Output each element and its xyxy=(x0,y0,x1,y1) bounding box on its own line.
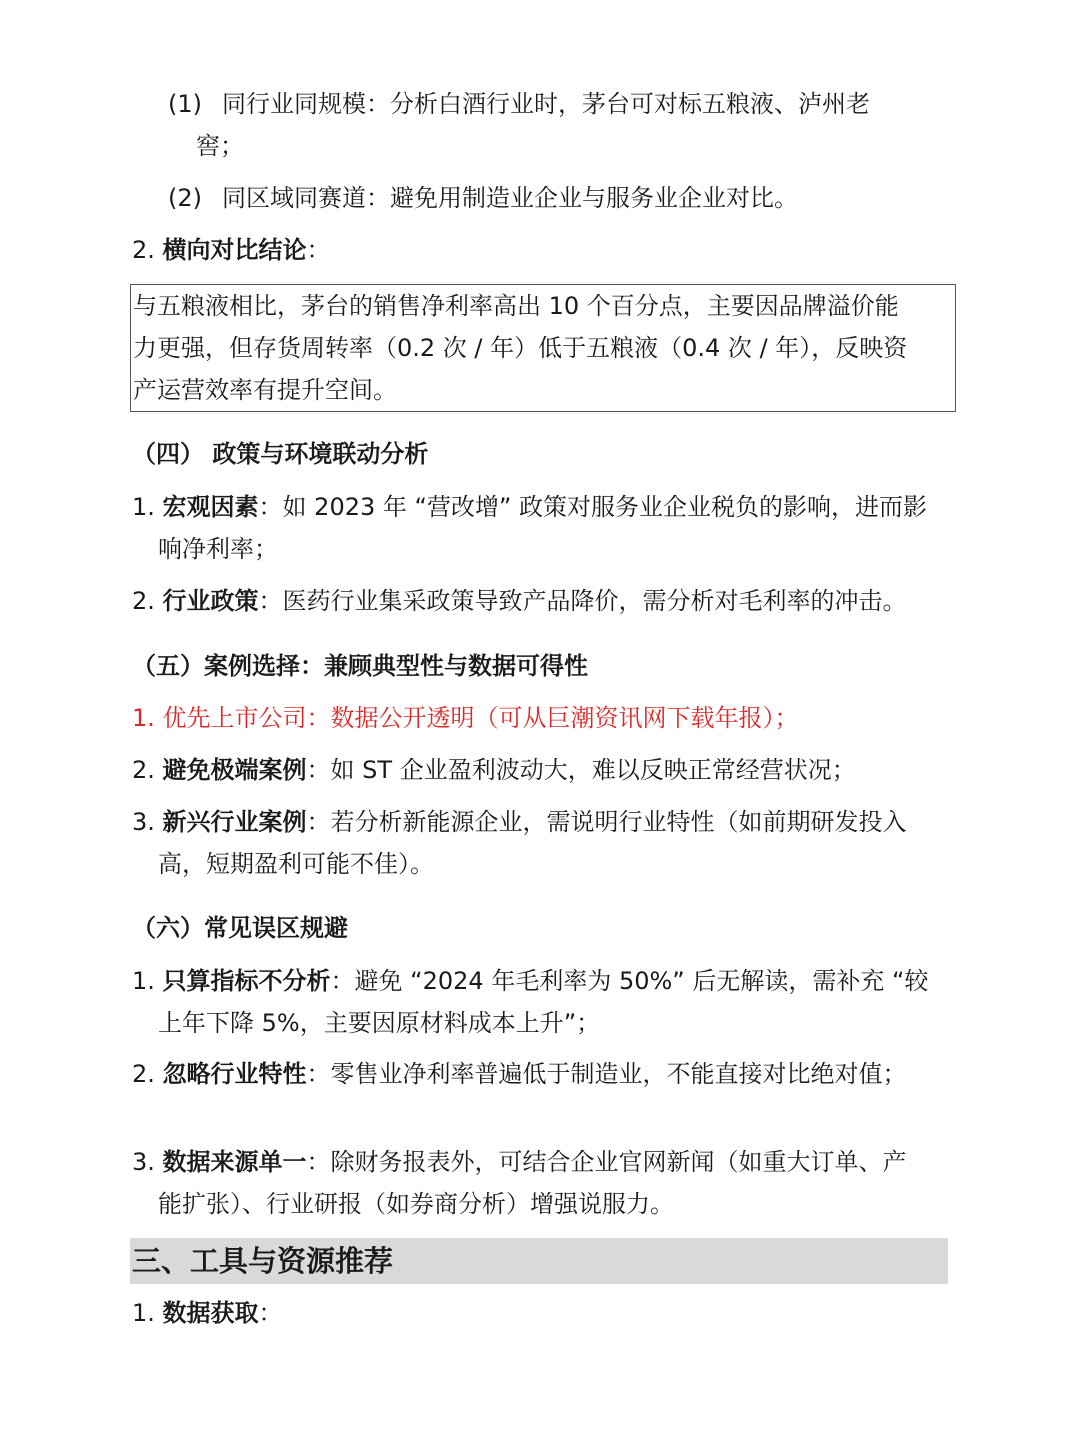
case-item-2: 2. 避免极端案例：如 ST 企业盈利波动大，难以反映正常经营状况； xyxy=(132,756,856,784)
case-item-3: 3. 新兴行业案例：若分析新能源企业，需说明行业特性（如前期研发投入 xyxy=(132,808,907,836)
horizontal-conclusion-label: 2. 横向对比结论： xyxy=(132,236,331,264)
case-item-1: 1. 优先上市公司：数据公开透明（可从巨潮资讯网下载年报）； xyxy=(132,704,799,732)
data-acquisition-label: 1. 数据获取： xyxy=(132,1299,283,1327)
conclusion-line-3: 产运营效率有提升空间。 xyxy=(133,376,397,404)
mistake-item-3: 3. 数据来源单一：除财务报表外，可结合企业官网新闻（如重大订单、产 xyxy=(132,1148,907,1176)
policy-item-1: 1. 宏观因素：如 2023 年 “营改增” 政策对服务业企业税负的影响，进而影 xyxy=(132,493,928,521)
mistake-item-2: 2. 忽略行业特性：零售业净利率普遍低于制造业，不能直接对比绝对值； xyxy=(132,1060,907,1088)
conclusion-box xyxy=(130,284,956,412)
heading-cases: （五）案例选择：兼顾典型性与数据可得性 xyxy=(132,652,588,680)
section-tools-heading: 三、工具与资源推荐 xyxy=(130,1238,948,1284)
policy-item-1-continuation: 响净利率； xyxy=(158,535,278,563)
sub-item-1-continuation: 窖； xyxy=(196,132,244,160)
sub-item-2: (2) 同区域同赛道：避免用制造业企业与服务业企业对比。 xyxy=(168,184,798,212)
case-item-3-continuation: 高，短期盈利可能不佳）。 xyxy=(158,850,434,878)
mistake-item-1: 1. 只算指标不分析：避免 “2024 年毛利率为 50%” 后无解读，需补充 “较 xyxy=(132,967,929,995)
policy-item-2: 2. 行业政策：医药行业集采政策导致产品降价，需分析对毛利率的冲击。 xyxy=(132,587,907,615)
conclusion-line-1: 与五粮液相比，茅台的销售净利率高出 10 个百分点，主要因品牌溢价能 xyxy=(133,292,899,320)
heading-policy: （四） 政策与环境联动分析 xyxy=(132,440,429,468)
sub-item-1: (1) 同行业同规模：分析白酒行业时，茅台可对标五粮液、泸州老 xyxy=(168,90,870,118)
heading-mistakes: （六）常见误区规避 xyxy=(132,914,348,942)
conclusion-line-2: 力更强，但存货周转率（0.2 次 / 年）低于五粮液（0.4 次 / 年），反映资 xyxy=(133,334,908,362)
mistake-item-3-continuation: 能扩张）、行业研报（如券商分析）增强说服力。 xyxy=(158,1190,674,1218)
mistake-item-1-continuation: 上年下降 5%，主要因原材料成本上升”； xyxy=(158,1009,601,1037)
